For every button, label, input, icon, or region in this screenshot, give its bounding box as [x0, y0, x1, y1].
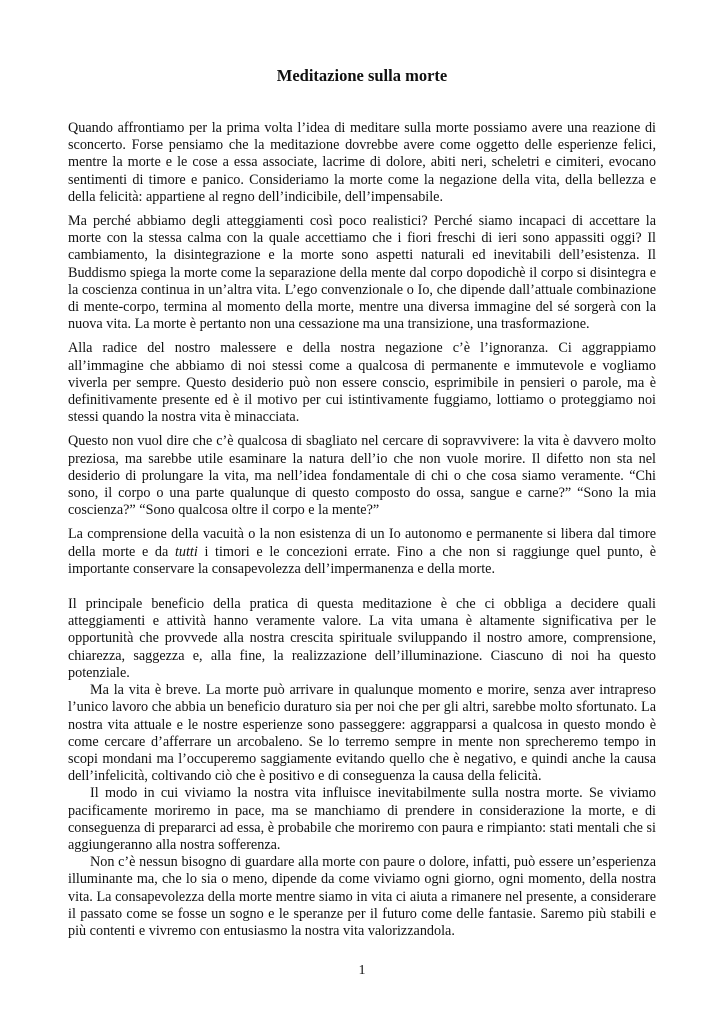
- document-page: [68, 0, 656, 1024]
- document-body: [68, 120, 656, 940]
- document-title: Meditazione sulla morte: [276, 66, 448, 85]
- paragraph-1: Quando affrontiamo per la prima volta l’idea di meditare sulla morte possiamo avere una reazione di sconcerto. Forse pensiamo che la meditazione dovrebbe avere come oggetto delle esperienze felici, mentre la morte e le cose a essa associate, lacrime di dolore, abiti neri, scheletri e cimiteri, evocano sentimenti di timore e panico. Consideriamo la morte come la negazione della vita, della bellezza e della felicità: appartiene al regno dell’indicibile, dell’impensabile.: [68, 120, 656, 205]
- paragraph-6: Il principale beneficio della pratica di questa meditazione è che ci obbliga a decidere quali atteggiamenti e attività hanno veramente valore. La vita umana è altamente significativa per le opportunità che provvede alla nostra crescita spirituale sviluppando il nostro amore, comprensione, chiarezza, saggezza e, alla fine, la realizzazione dell’illuminazione. Ciascuno di noi ha questo potenziale.: [68, 596, 656, 681]
- paragraph-5-text-b: i timori e le concezioni errate. Fino a che non si raggiunge quel punto, è importante conservare la consapevolezza dell’impermanenza e della morte.: [68, 543, 656, 577]
- paragraph-3: Alla radice del nostro malessere e della nostra negazione c’è l’ignoranza. Ci aggrappiamo all’immagine che abbiamo di noi stessi come a qualcosa di permanente e immutevole e vogliamo viverla per sempre. Questo desiderio può non essere conscio, esprimibile in pensieri o parole, ma è definitivamente presente ed è il motivo per cui istintivamente fuggiamo, lottiamo o proteggiamo noi stessi quando la nostra vita è minacciata.: [68, 340, 656, 426]
- paragraph-5-text-a: La comprensione della vacuità o la non esistenza di un Io autonomo e permanente si libera dal timore della morte e da: [68, 526, 656, 560]
- paragraph-5-italic: tutti: [174, 543, 198, 560]
- paragraph-8: Il modo in cui viviamo la nostra vita influisce inevitabilmente sulla nostra morte. Se viviamo pacificamente moriremo in pace, ma se manchiamo di prendere in considerazione la morte, e di conseguenza di prepararci ad essa, è probabile che moriremo con paura e rimpianto: stati mentali che si aggiungeranno alla nostra sofferenza.: [68, 785, 656, 853]
- paragraph-9: Non c’è nessun bisogno di guardare alla morte con paure o dolore, infatti, può essere un’esperienza illuminante ma, che lo sia o meno, dipende da come viviamo ogni giorno, ogni momento, della nostra vita. La consapevolezza della morte mentre siamo in vita ci aiuta a rimanere nel presente, a considerare il passato come se fosse un sogno e le speranze per il futuro come delle fantasie. Saremo più stabili e più contenti e vivremo con entusiasmo la nostra vita valorizzandola.: [68, 854, 656, 939]
- page-number: 1: [358, 963, 366, 978]
- paragraph-7: Ma la vita è breve. La morte può arrivare in qualunque momento e morire, senza aver intrapreso l’unico lavoro che abbia un beneficio duraturo sia per noi che per gli altri, sarebbe molto sfortunato. La nostra vita attuale e le nostre esperienze sono passeggere: aggrapparsi a qualcosa in questo mondo è come cercare d’afferrare un arcobaleno. Se lo terremo sempre in mente non sprecheremo tempo in scopi mondani ma l’occuperemo saggiamente evitando quello che è negativo, e quindi anche la causa dell’infelicità, coltivando ciò che è positivo e di conseguenza la causa della felicità.: [68, 682, 656, 785]
- paragraph-2: Ma perché abbiamo degli atteggiamenti così poco realistici? Perché siamo incapaci di accettare la morte con la stessa calma con la quale accettiamo che i fiori freschi di ieri sono appassiti oggi? Il cambiamento, la disintegrazione e la morte sono aspetti naturali ed inevitabili dell’esistenza. Il Buddismo spiega la morte come la separazione della mente dal corpo dopodichè il corpo si disintegra e la coscienza continua in un’altra vita. L’ego convenzionale o Io, che dipende dall’attuale combinazione di mente-corpo, termina al momento della morte, mentre una diversa immagine del sé sorgerà con la nuova vita. La morte è pertanto non una cessazione ma una transizione, una trasformazione.: [68, 213, 656, 333]
- paragraph-4: Questo non vuol dire che c’è qualcosa di sbagliato nel cercare di sopravvivere: la vita è davvero molto preziosa, ma sarebbe utile esaminare la natura dell’io che non vuole morire. Il difetto non sta nel desiderio di prolungare la vita, ma nell’idea fondamentale di chi o che cosa siamo veramente. “Chi sono, il corpo o una parte qualunque di questo composto do ossa, sangue e carne?” “Sono la mia coscienza?” “Sono qualcosa oltre il corpo e la mente?”: [68, 433, 656, 519]
- paragraph-5: [68, 526, 656, 578]
